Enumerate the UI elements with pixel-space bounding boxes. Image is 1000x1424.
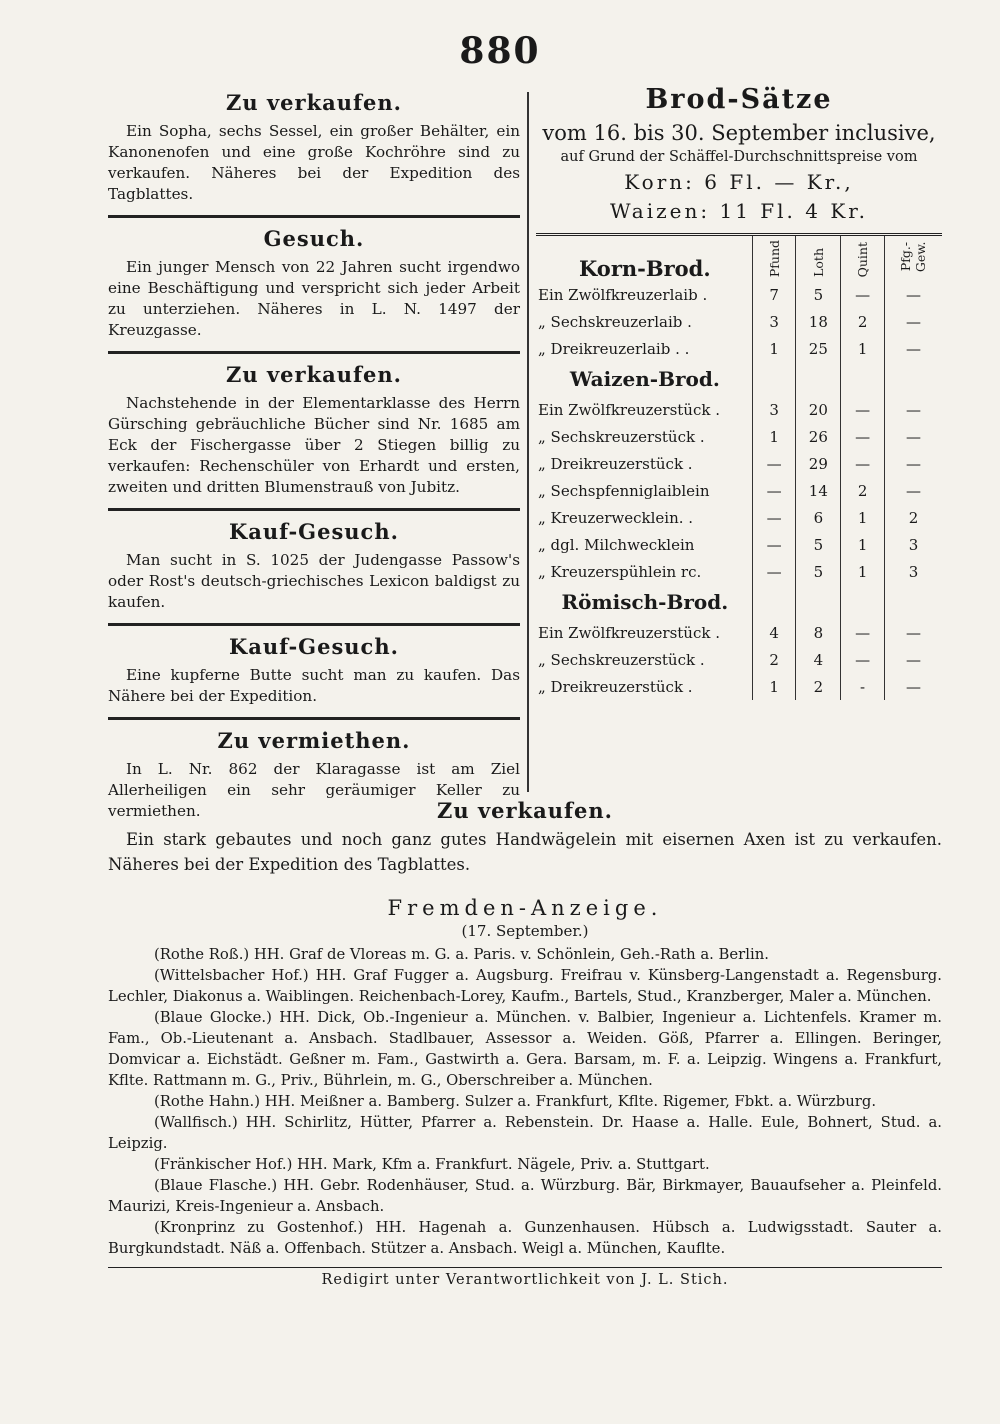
table-row: [536, 619, 942, 646]
category-roemisch: Römisch-Brod.: [561, 590, 729, 615]
row-label: „ Kreuzerspühlein rc.: [538, 562, 702, 581]
cell: 4: [752, 619, 796, 646]
cell: 3: [752, 308, 796, 335]
cell: 20: [796, 396, 841, 423]
cell: —: [884, 673, 942, 700]
row-label: Ein Zwölfkreuzerstück .: [538, 400, 720, 419]
cell: 1: [841, 531, 885, 558]
cell: 2: [752, 646, 796, 673]
divider: [108, 508, 520, 511]
ad-gesuch: [108, 226, 520, 341]
left-column: [108, 82, 520, 826]
cell: —: [884, 646, 942, 673]
ad-heading: Kauf-Gesuch.: [229, 634, 399, 659]
row-label: „ Sechskreuzerstück .: [538, 427, 705, 446]
ad-body: Nachstehende in der Elementarklasse des Herrn Gürsching gebräuchliche Bücher sind Nr. 1685 am Eck der Fischergasse über 2 Stiegen billig zu verkaufen: Rechenschüler von Erhardt und ersten, zweiten und dritten Blumenstrauß von Jubitz.: [108, 394, 520, 496]
cell: -: [841, 673, 885, 700]
cell: 3: [752, 396, 796, 423]
cell: —: [752, 477, 796, 504]
page-number: 880: [459, 30, 541, 72]
cell: —: [841, 646, 885, 673]
row-label: „ Dreikreuzerlaib . .: [538, 339, 690, 358]
ad-heading: Zu verkaufen.: [226, 90, 402, 115]
guest-entry: (Wallfisch.) HH. Schirlitz, Hütter, Pfarrer a. Rebenstein. Dr. Haase a. Halle. Eule, Bohnert, Stud. a. Leipzig.: [108, 1114, 942, 1152]
ad-zu-verkaufen-sopha: [108, 90, 520, 205]
cell: 1: [752, 423, 796, 450]
table-row: [536, 646, 942, 673]
col-header-pfund: Pfund: [766, 240, 782, 278]
brod-table: [536, 236, 942, 700]
cell: 2: [884, 504, 942, 531]
guest-entry: (Blaue Glocke.) HH. Dick, Ob.-Ingenieur a. München. v. Balbier, Ingenieur a. Lichtenfels. Kramer m. Fam., Ob.-Lieutenant a. Ansbach. Stadlbauer, Assessor a. Weiden. Göß, Pfarrer a. Ellingen. Beringer, Domvicar a. Eichstädt. Geßner m. Fam., Gastwirth a. Gera. Barsam, m. F. a. Leipzig. Wingens a. Frankfurt, Kflte. Rattmann m. G., Priv., Bührlein, m. G., Oberschreiber a. München.: [108, 1009, 942, 1089]
cell: 4: [796, 646, 841, 673]
table-row: [536, 335, 942, 362]
category-row: [536, 585, 942, 619]
category-waizen: Waizen-Brod.: [569, 367, 720, 392]
cell: 5: [796, 281, 841, 308]
cell: 3: [884, 531, 942, 558]
cell: —: [884, 335, 942, 362]
divider: [108, 351, 520, 354]
ad-heading: Kauf-Gesuch.: [229, 519, 399, 544]
cell: —: [884, 308, 942, 335]
ad-zu-verkaufen-handwaegelein: [108, 798, 942, 877]
cell: 8: [796, 619, 841, 646]
cell: —: [841, 450, 885, 477]
ad-heading: Zu vermiethen.: [217, 728, 411, 753]
ad-body: Ein junger Mensch von 22 Jahren sucht irgendwo eine Beschäftigung und verspricht sich jeder Arbeit zu unterziehen. Näheres in L. N. 1497 der Kreuzgasse.: [108, 258, 520, 339]
cell: —: [884, 423, 942, 450]
ad-body: Eine kupferne Butte sucht man zu kaufen. Das Nähere bei der Expedition.: [108, 666, 520, 705]
brod-basis: auf Grund der Schäffel-Durchschnittspreise vom: [560, 149, 918, 165]
cell: 7: [752, 281, 796, 308]
cell: —: [841, 619, 885, 646]
cell: —: [884, 450, 942, 477]
cell: —: [752, 450, 796, 477]
brod-saetze-section: [536, 82, 942, 700]
guest-entry: (Rothe Roß.) HH. Graf de Vloreas m. G. a. Paris. v. Schönlein, Geh.-Rath a. Berlin.: [154, 946, 769, 963]
cell: 18: [796, 308, 841, 335]
cell: 25: [796, 335, 841, 362]
divider: [108, 215, 520, 218]
cell: 1: [841, 504, 885, 531]
row-label: „ Dreikreuzerstück .: [538, 454, 693, 473]
cell: 5: [796, 531, 841, 558]
table-row: [536, 308, 942, 335]
cell: 29: [796, 450, 841, 477]
cell: 14: [796, 477, 841, 504]
korn-price: Korn: 6 Fl. — Kr.,: [624, 170, 854, 194]
waizen-rows: [536, 396, 942, 585]
korn-rows: [536, 281, 942, 362]
ad-heading: Zu verkaufen.: [226, 362, 402, 387]
ad-body: Man sucht in S. 1025 der Judengasse Passow's oder Rost's deutsch-griechisches Lexicon baldigst zu kaufen.: [108, 551, 520, 611]
guest-entry: (Fränkischer Hof.) HH. Mark, Kfm a. Frankfurt. Nägele, Priv. a. Stuttgart.: [154, 1156, 710, 1173]
cell: 5: [796, 558, 841, 585]
row-label: „ Sechspfenniglaiblein: [538, 481, 710, 500]
guest-entry: (Wittelsbacher Hof.) HH. Graf Fugger a. Augsburg. Freifrau v. Künsberg-Langenstadt a. Regensburg. Lechler, Diakonus a. Waiblingen. Reichenbach-Lorey, Kaufm., Bartels, Stud., Kranzberger, Maler a. München.: [108, 967, 942, 1005]
cell: 6: [796, 504, 841, 531]
table-header-row: [536, 236, 942, 281]
row-label: „ Sechskreuzerstück .: [538, 650, 705, 669]
divider: [108, 623, 520, 626]
table-row: [536, 504, 942, 531]
cell: 1: [841, 335, 885, 362]
table-row: [536, 423, 942, 450]
cell: —: [841, 423, 885, 450]
editor-footer: Redigirt unter Verantwortlichkeit von J. L. Stich.: [321, 1272, 729, 1288]
cell: 2: [796, 673, 841, 700]
cell: —: [752, 558, 796, 585]
ad-body: Ein Sopha, sechs Sessel, ein großer Behälter, ein Kanonenofen und eine große Kochröhre sind zu verkaufen. Näheres bei der Expedition des Tagblattes.: [108, 122, 520, 203]
table-row: [536, 531, 942, 558]
cell: 1: [752, 335, 796, 362]
cell: —: [884, 477, 942, 504]
ad-body: Ein stark gebautes und noch ganz gutes Handwägelein mit eisernen Axen ist zu verkaufen. Näheres bei der Expedition des Tagblattes.: [108, 830, 942, 874]
ad-kauf-gesuch-butte: [108, 634, 520, 707]
guest-entry: (Blaue Flasche.) HH. Gebr. Rodenhäuser, Stud. a. Würzburg. Bär, Birkmayer, Bauaufseher a. Pleinfeld. Maurizi, Kreis-Ingenieur a. Ansbach.: [108, 1177, 942, 1215]
cell: —: [841, 396, 885, 423]
ad-kauf-gesuch-lexicon: [108, 519, 520, 613]
table-row: [536, 477, 942, 504]
row-label: Ein Zwölfkreuzerstück .: [538, 623, 720, 642]
row-label: „ Sechskreuzerlaib .: [538, 312, 692, 331]
ad-heading: Zu verkaufen.: [437, 798, 613, 823]
ad-body: In L. Nr. 862 der Klaragasse ist am Ziel Allerheiligen ein sehr geräumiger Keller zu vermiethen.: [108, 760, 520, 820]
divider: [108, 717, 520, 720]
col-header-loth: Loth: [810, 248, 826, 278]
cell: —: [752, 504, 796, 531]
category-korn: Korn-Brod.: [579, 256, 711, 282]
cell: 26: [796, 423, 841, 450]
category-row: [536, 362, 942, 396]
table-row: [536, 396, 942, 423]
table-row: [536, 558, 942, 585]
ad-heading: Gesuch.: [263, 226, 365, 251]
row-label: Ein Zwölfkreuzerlaib .: [538, 285, 708, 304]
brod-title: Brod-Sätze: [645, 84, 833, 115]
divider: [108, 1267, 942, 1268]
fremden-date: (17. September.): [461, 922, 589, 940]
column-divider: [527, 92, 529, 792]
guest-entry: (Kronprinz zu Gostenhof.) HH. Hagenah a. Gunzenhausen. Hübsch a. Ludwigsstadt. Sauter a. Burgkundstadt. Näß a. Offenbach. Stützer a. Ansbach. Weigl a. München, Kauflte.: [108, 1219, 942, 1257]
cell: 1: [841, 558, 885, 585]
fremden-anzeige-section: [108, 896, 942, 1288]
cell: —: [841, 281, 885, 308]
cell: 2: [841, 308, 885, 335]
row-label: „ dgl. Milchwecklein: [538, 535, 695, 554]
table-row: [536, 450, 942, 477]
row-label: „ Dreikreuzerstück .: [538, 677, 693, 696]
row-label: „ Kreuzerwecklein. .: [538, 508, 694, 527]
cell: —: [884, 281, 942, 308]
waizen-price: Waizen: 11 Fl. 4 Kr.: [609, 199, 869, 223]
cell: —: [884, 619, 942, 646]
guest-entry: (Rothe Hahn.) HH. Meißner a. Bamberg. Sulzer a. Frankfurt, Kflte. Rigemer, Fbkt. a. Würzburg.: [154, 1093, 877, 1110]
cell: —: [752, 531, 796, 558]
col-header-pfg-gew: Pfg.-Gew.: [898, 241, 929, 272]
fremden-title: Fremden-Anzeige.: [387, 896, 663, 920]
cell: 3: [884, 558, 942, 585]
cell: —: [884, 396, 942, 423]
col-header-quint: Quint: [855, 241, 871, 278]
table-row: [536, 281, 942, 308]
cell: 1: [752, 673, 796, 700]
brod-date-range: vom 16. bis 30. September inclusive,: [542, 121, 936, 145]
cell: 2: [841, 477, 885, 504]
table-row: [536, 673, 942, 700]
ad-zu-verkaufen-buecher: [108, 362, 520, 498]
roemisch-rows: [536, 619, 942, 700]
